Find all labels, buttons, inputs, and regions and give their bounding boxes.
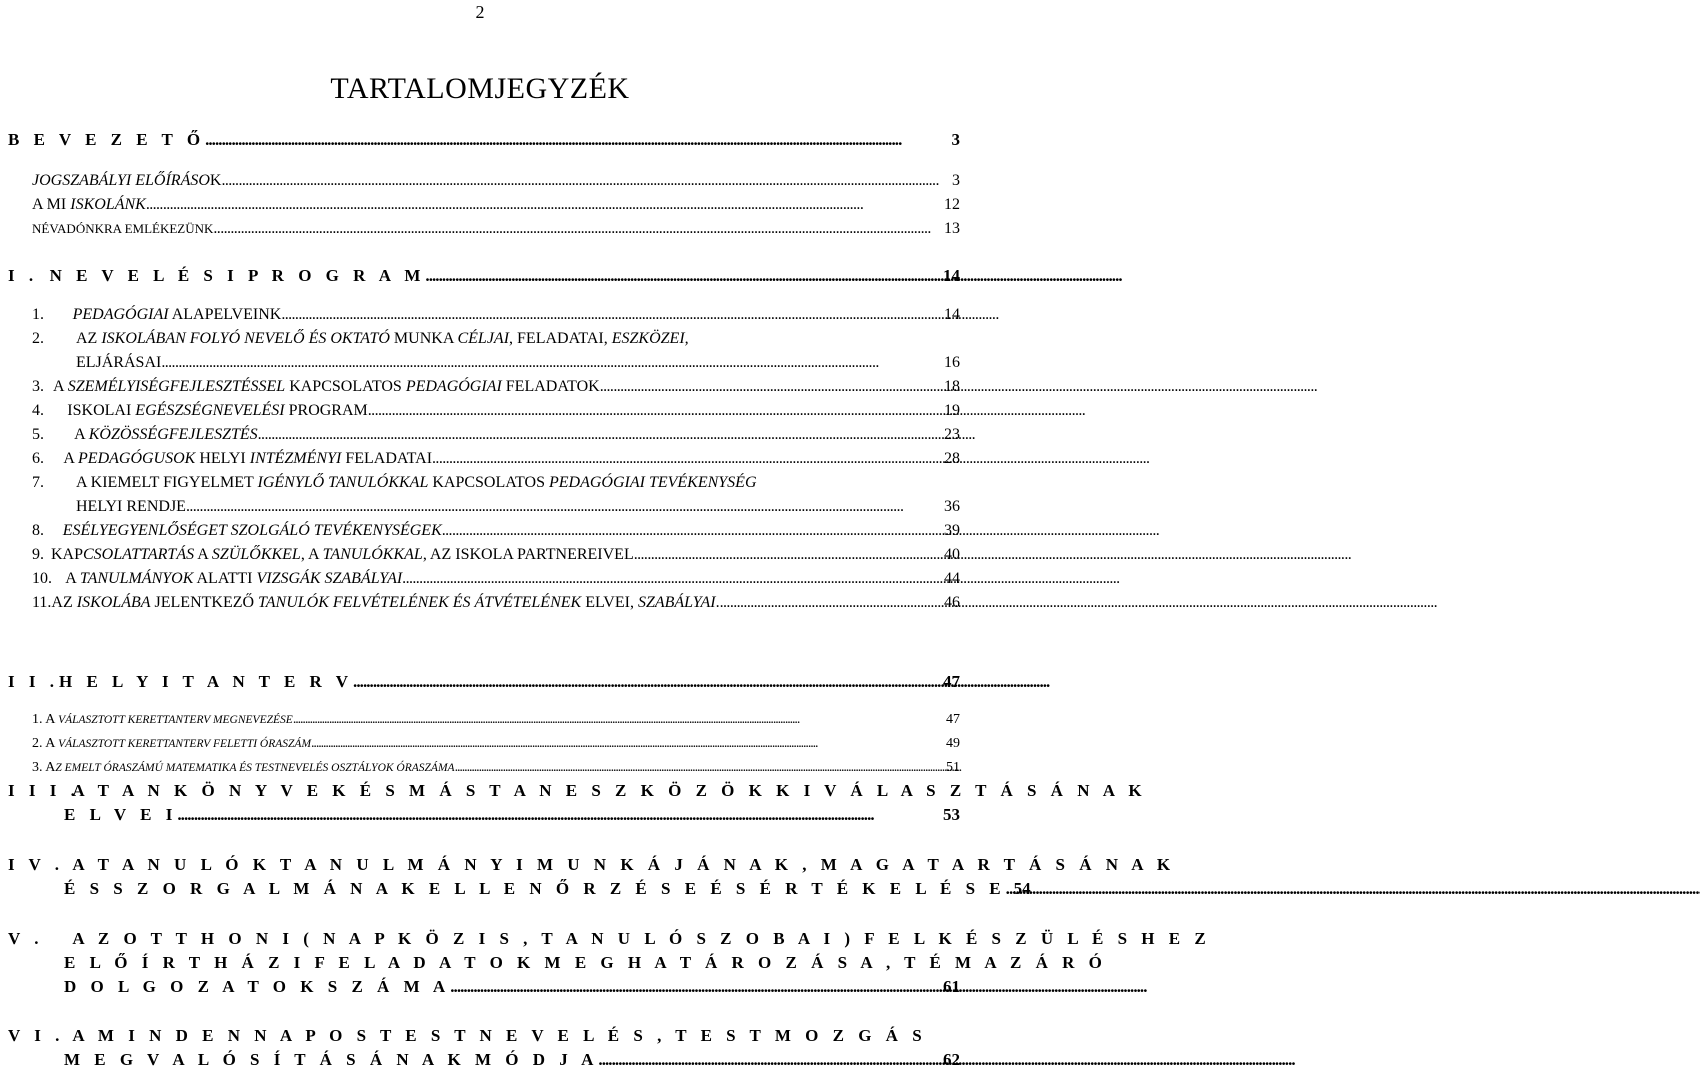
dot-leader — [720, 594, 942, 612]
toc-entry-section-5[interactable] — [64, 977, 960, 997]
page-ref: 14 — [944, 306, 960, 323]
toc-text-italic: CSOLATTARTÁS — [82, 546, 195, 563]
toc-heading: B E V E Z E T Ő — [8, 130, 206, 149]
toc-entry[interactable] — [32, 570, 960, 588]
toc-entry[interactable] — [32, 712, 960, 728]
toc-text-italic: VÁLASZTOTT KERETTANTERV FELETTI ÓRASZÁM — [58, 738, 312, 750]
toc-text-italic: IGÉNYLŐ TANULÓKKAL — [257, 474, 429, 491]
toc-entry-introduction[interactable] — [8, 130, 960, 150]
toc-text: FELADATAI — [341, 450, 433, 467]
toc-entry[interactable] — [32, 402, 960, 420]
dot-leader — [311, 736, 944, 752]
toc-text: HELYI — [195, 450, 250, 467]
toc-entry[interactable] — [32, 378, 960, 396]
toc-item-number: 4. — [32, 402, 44, 419]
toc-text: KAP — [50, 546, 83, 563]
toc-text: A — [65, 570, 80, 587]
toc-entry[interactable] — [32, 426, 960, 444]
toc-text-italic: ESZKÖZEI, — [611, 330, 689, 347]
dot-leader — [177, 805, 941, 825]
toc-text: JELENTKEZŐ — [150, 594, 259, 611]
toc-heading-line — [8, 1026, 927, 1046]
page-ref: 47 — [946, 712, 960, 727]
section-number: I . — [8, 266, 39, 285]
dot-leader — [213, 220, 942, 238]
dot-leader — [161, 354, 942, 372]
dot-leader — [258, 426, 942, 444]
toc-heading-line — [8, 929, 1211, 949]
toc-text-italic: CÉLJAI — [457, 330, 510, 347]
toc-entry[interactable] — [32, 522, 960, 540]
toc-entry-section-1[interactable] — [8, 266, 960, 286]
toc-heading-line — [8, 855, 1175, 875]
toc-text: KAPCSOLATOS — [428, 474, 549, 491]
toc-text-italic: PEDAGÓGIAI TEVÉKENYSÉG — [548, 474, 757, 491]
toc-entry[interactable] — [32, 220, 960, 238]
toc-text: A — [45, 760, 56, 775]
toc-text-italic: EGÉSZSÉGNEVELÉSI — [135, 402, 285, 419]
section-number: I V . — [8, 855, 65, 874]
toc-entry[interactable] — [32, 546, 960, 564]
dot-leader — [634, 546, 942, 564]
toc-entry[interactable] — [32, 196, 960, 214]
toc-entry-continuation[interactable] — [76, 498, 960, 516]
toc-text: A KIEMELT FIGYELMET — [76, 474, 258, 491]
toc-item-number: 3. — [32, 378, 44, 395]
toc-entry-section-4[interactable] — [64, 879, 1031, 899]
toc-text: K — [209, 172, 222, 189]
toc-entry[interactable] — [32, 306, 960, 324]
toc-item-number: 1. — [32, 712, 43, 727]
page-ref: 46 — [944, 594, 960, 611]
toc-text-italic: SZEMÉLYISÉGFEJLESZTÉSSEL — [67, 378, 286, 395]
toc-text: , AZ ISKOLA PARTNEREIVEL — [422, 546, 634, 563]
page-ref: 62 — [943, 1050, 960, 1069]
page-ref: 23 — [944, 426, 960, 443]
dot-leader — [221, 172, 950, 190]
toc-text-italic: VIZSGÁK SZABÁLYAI — [256, 570, 403, 587]
dot-leader — [598, 1050, 941, 1070]
page-ref: 36 — [944, 498, 960, 515]
page-ref: 49 — [946, 736, 960, 751]
page-title: TARTALOMJEGYZÉK — [330, 72, 630, 105]
toc-entry[interactable] — [32, 172, 960, 190]
toc-entry-continuation[interactable] — [76, 354, 960, 372]
toc-item-number: 5. — [32, 426, 44, 443]
toc-text: A — [63, 450, 79, 467]
toc-text-italic: ISKOLÁBA — [76, 594, 151, 611]
toc-text-italic: PEDAGÓGIAI — [405, 378, 502, 395]
toc-heading: M E G V A L Ó S Í T Á S Á N A K M Ó D J A — [64, 1050, 599, 1069]
page-ref: 12 — [944, 196, 960, 213]
toc-entry[interactable] — [32, 474, 757, 492]
toc-text: A — [45, 736, 59, 751]
toc-text: A MI — [32, 196, 71, 213]
toc-heading-line: E L Ő Í R T H Á Z I F E L A D A T O K M E G H A T Á R O Z Á S A , T É M A Z Á R Ó — [64, 953, 1107, 972]
toc-text-italic: PEDAGÓGUSOK — [78, 450, 196, 467]
toc-heading: N E V E L É S I P R O G R A M — [49, 266, 426, 285]
toc-text-italic: SZABÁLYAI — [637, 594, 716, 611]
toc-text-italic: Z EMELT ÓRASZÁMÚ MATEMATIKA ÉS TESTNEVELÉS OSZTÁLYOK ÓRASZÁMA — [55, 762, 455, 774]
toc-heading: É S S Z O R G A L M Á N A K E L L E N Ő R Z É S E É S É R T É K E L É S E — [64, 879, 1006, 898]
toc-item-number: 2. — [32, 736, 43, 751]
toc-heading: E L V E I — [64, 805, 178, 824]
toc-entry[interactable] — [32, 450, 960, 468]
toc-text: AZ — [76, 330, 102, 347]
toc-text: ISKOLAI — [67, 402, 136, 419]
toc-text: A — [74, 426, 89, 443]
section-number: I I I . — [8, 781, 80, 800]
toc-heading: A M I N D E N N A P O S T E S T N E V E L É S , T E S T M O Z G Á S — [72, 1026, 927, 1045]
toc-text: ELJÁRÁSAI — [76, 354, 162, 371]
toc-text-italic: ESÉLYEGYENLŐSÉGET SZOLGÁLÓ TEVÉKENYSÉGEK — [62, 522, 442, 539]
page-number: 2 — [475, 2, 485, 22]
toc-text-italic: TANULÓKKAL — [322, 546, 423, 563]
toc-heading: D O L G O Z A T O K S Z Á M A — [64, 977, 451, 996]
dot-leader — [293, 712, 944, 728]
toc-entry[interactable] — [32, 736, 960, 752]
toc-item-number: 6. — [32, 450, 44, 467]
toc-item-number: 2. — [32, 330, 44, 347]
toc-text-italic: SZÜLŐKKEL — [211, 546, 301, 563]
toc-text-italic: ISKOLÁBAN FOLYÓ NEVELŐ ÉS OKTATÓ — [101, 330, 390, 347]
dot-leader — [425, 266, 941, 286]
toc-text: HELYI RENDJE — [76, 498, 186, 515]
toc-text-italic: TANULÓK FELVÉTELÉNEK ÉS ÁTVÉTELÉNEK — [258, 594, 582, 611]
toc-heading: A Z O T T H O N I ( N A P K Ö Z I S , T A N U L Ó S Z O B A I ) F E L K É S Z Ü L É S H E Z — [72, 929, 1211, 948]
dot-leader — [146, 196, 942, 214]
dot-leader — [455, 760, 944, 776]
page-ref: 54 — [1013, 879, 1031, 898]
toc-text-italic: JOGSZABÁLYI ELŐÍRÁSO — [32, 172, 210, 189]
toc-text: MUNKA — [389, 330, 458, 347]
dot-leader — [450, 977, 941, 997]
dot-leader — [402, 570, 942, 588]
toc-text: AZ — [51, 594, 77, 611]
toc-text-italic: ISKOLÁNK — [70, 196, 146, 213]
toc-text-italic: TANULMÁNYOK — [79, 570, 194, 587]
toc-text-italic: KÖZÖSSÉGFEJLESZTÉS — [88, 426, 258, 443]
toc-item-number: 10. — [32, 570, 52, 587]
page-ref: 19 — [944, 402, 960, 419]
page-ref: 16 — [944, 354, 960, 371]
toc-text: A — [53, 378, 68, 395]
dot-leader — [281, 306, 942, 324]
toc-heading-line — [8, 781, 1147, 801]
toc-entry[interactable] — [32, 760, 960, 776]
toc-heading: A T A N U L Ó K T A N U L M Á N Y I M U N K Á J Á N A K , M A G A T A R T Á S Á N A K — [72, 855, 1176, 874]
dot-leader — [442, 522, 942, 540]
toc-entry[interactable] — [32, 330, 689, 348]
toc-text: , A — [300, 546, 323, 563]
toc-item-number: 7. — [32, 474, 44, 491]
toc-text: FELADATOK — [501, 378, 600, 395]
page-ref: 14 — [943, 266, 960, 285]
page-ref: 18 — [944, 378, 960, 395]
section-number: I I . — [8, 672, 59, 691]
toc-item-number: 9. — [32, 546, 44, 563]
toc-text: PROGRAM — [284, 402, 368, 419]
toc-heading: H E L Y I T A N T E R V — [58, 672, 354, 691]
toc-text: . — [715, 594, 720, 611]
page-ref: 51 — [946, 760, 960, 775]
toc-text: ALATTI — [193, 570, 257, 587]
page-ref: 40 — [944, 546, 960, 563]
toc-entry-section-6[interactable] — [64, 1050, 960, 1070]
toc-text: ALAPELVEINK — [168, 306, 282, 323]
page-ref: 3 — [951, 130, 960, 149]
dot-leader — [368, 402, 942, 420]
dot-leader — [353, 672, 941, 692]
toc-entry[interactable] — [32, 594, 960, 612]
dot-leader — [186, 498, 942, 516]
toc-entry-section-2[interactable] — [8, 672, 960, 692]
page-ref: 13 — [944, 220, 960, 237]
toc-entry-section-3[interactable] — [64, 805, 960, 825]
page-ref: 53 — [943, 805, 960, 824]
toc-text-italic: PEDAGÓGIAI — [72, 306, 169, 323]
dot-leader — [432, 450, 942, 468]
dot-leader — [205, 130, 949, 150]
dot-leader — [600, 378, 942, 396]
page-ref: 39 — [944, 522, 960, 539]
toc-text: , FELADATAI, — [509, 330, 612, 347]
page-ref: 28 — [944, 450, 960, 467]
toc-item-number: 1. — [32, 306, 44, 323]
page-ref: 47 — [943, 672, 960, 691]
page-ref: 61 — [943, 977, 960, 996]
toc-text: ELVEI, — [581, 594, 638, 611]
toc-item-number: 11. — [32, 594, 52, 611]
toc-heading: A T A N K Ö N Y V E K É S M Á S T A N E S Z K Ö Z Ö K K I V Á L A S Z T Á S Á N A K — [72, 781, 1147, 800]
section-number: V . — [8, 929, 44, 948]
toc-text: A — [45, 712, 59, 727]
page-ref: 3 — [952, 172, 960, 189]
toc-text-italic: INTÉZMÉNYI — [249, 450, 342, 467]
toc-text: A — [194, 546, 212, 563]
section-number: V I . — [8, 1026, 65, 1045]
toc-item-number: 3. — [32, 760, 43, 775]
toc-text: KAPCSOLATOS — [285, 378, 406, 395]
toc-item-number: 8. — [32, 522, 44, 539]
toc-text: NÉVADÓNKRA EMLÉKEZÜNK — [32, 221, 214, 236]
page-ref: 44 — [944, 570, 960, 587]
toc-text-italic: VÁLASZTOTT KERETTANTERV MEGNEVEZÉSE — [58, 714, 293, 726]
